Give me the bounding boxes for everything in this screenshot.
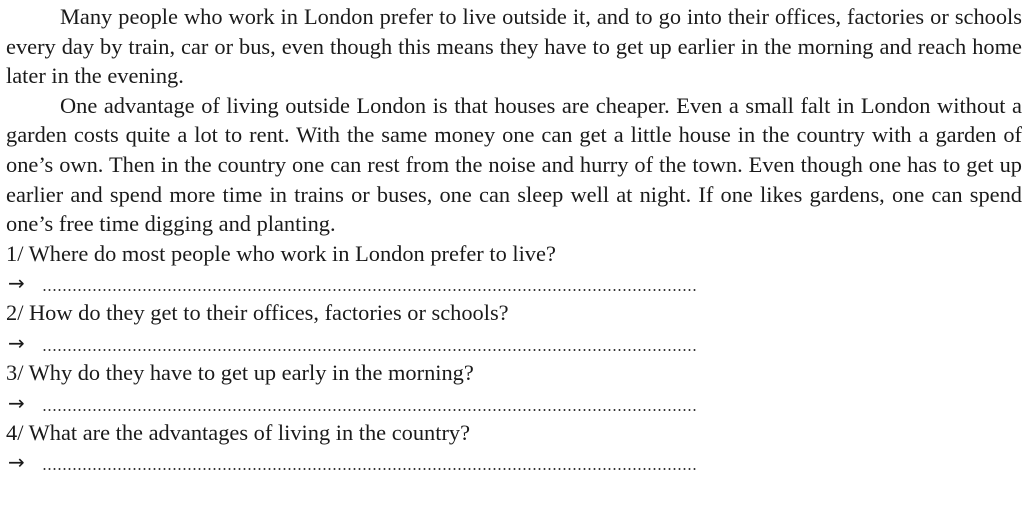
passage-paragraph-1: Many people who work in London prefer to live outside it, and to go into their offices, factories or schools every day by train, car or bus, even though this means they have to get up earlier in the morning and reach home later in the evening. xyxy=(6,4,1022,89)
question-1 xyxy=(6,239,1022,299)
answer-line xyxy=(6,388,1022,418)
question-2 xyxy=(6,298,1022,358)
arrow-icon: → xyxy=(8,330,25,355)
dotted-answer-line xyxy=(42,289,698,291)
answer-line xyxy=(6,328,1022,358)
question-text: 3/ Why do they have to get up early in the morning? xyxy=(6,359,474,385)
arrow-icon: → xyxy=(8,390,25,415)
dotted-answer-line xyxy=(42,349,698,351)
dotted-answer-line xyxy=(42,409,698,411)
arrow-icon: → xyxy=(8,271,25,296)
question-4 xyxy=(6,418,1022,478)
worksheet xyxy=(6,0,1022,477)
answer-line xyxy=(6,447,1022,477)
question-text: 4/ What are the advantages of living in the country? xyxy=(6,419,471,445)
question-3 xyxy=(6,358,1022,418)
passage-paragraph-2: One advantage of living outside London is that houses are cheaper. Even a small falt in London without a garden costs quite a lot to rent. With the same money one can get a little house in the country with a garden of one’s own. Then in the country one can rest from the noise and hurry of the town. Even though one has to get up earlier and spend more time in trains or buses, one can sleep well at night. If one likes gardens, one can spend one’s free time digging and planting. xyxy=(6,92,1022,237)
question-text: 2/ How do they get to their offices, factories or schools? xyxy=(6,300,509,326)
arrow-icon: → xyxy=(8,450,25,475)
question-text: 1/ Where do most people who work in London prefer to live? xyxy=(6,240,556,266)
dotted-answer-line xyxy=(42,468,698,470)
answer-line xyxy=(6,268,1022,298)
